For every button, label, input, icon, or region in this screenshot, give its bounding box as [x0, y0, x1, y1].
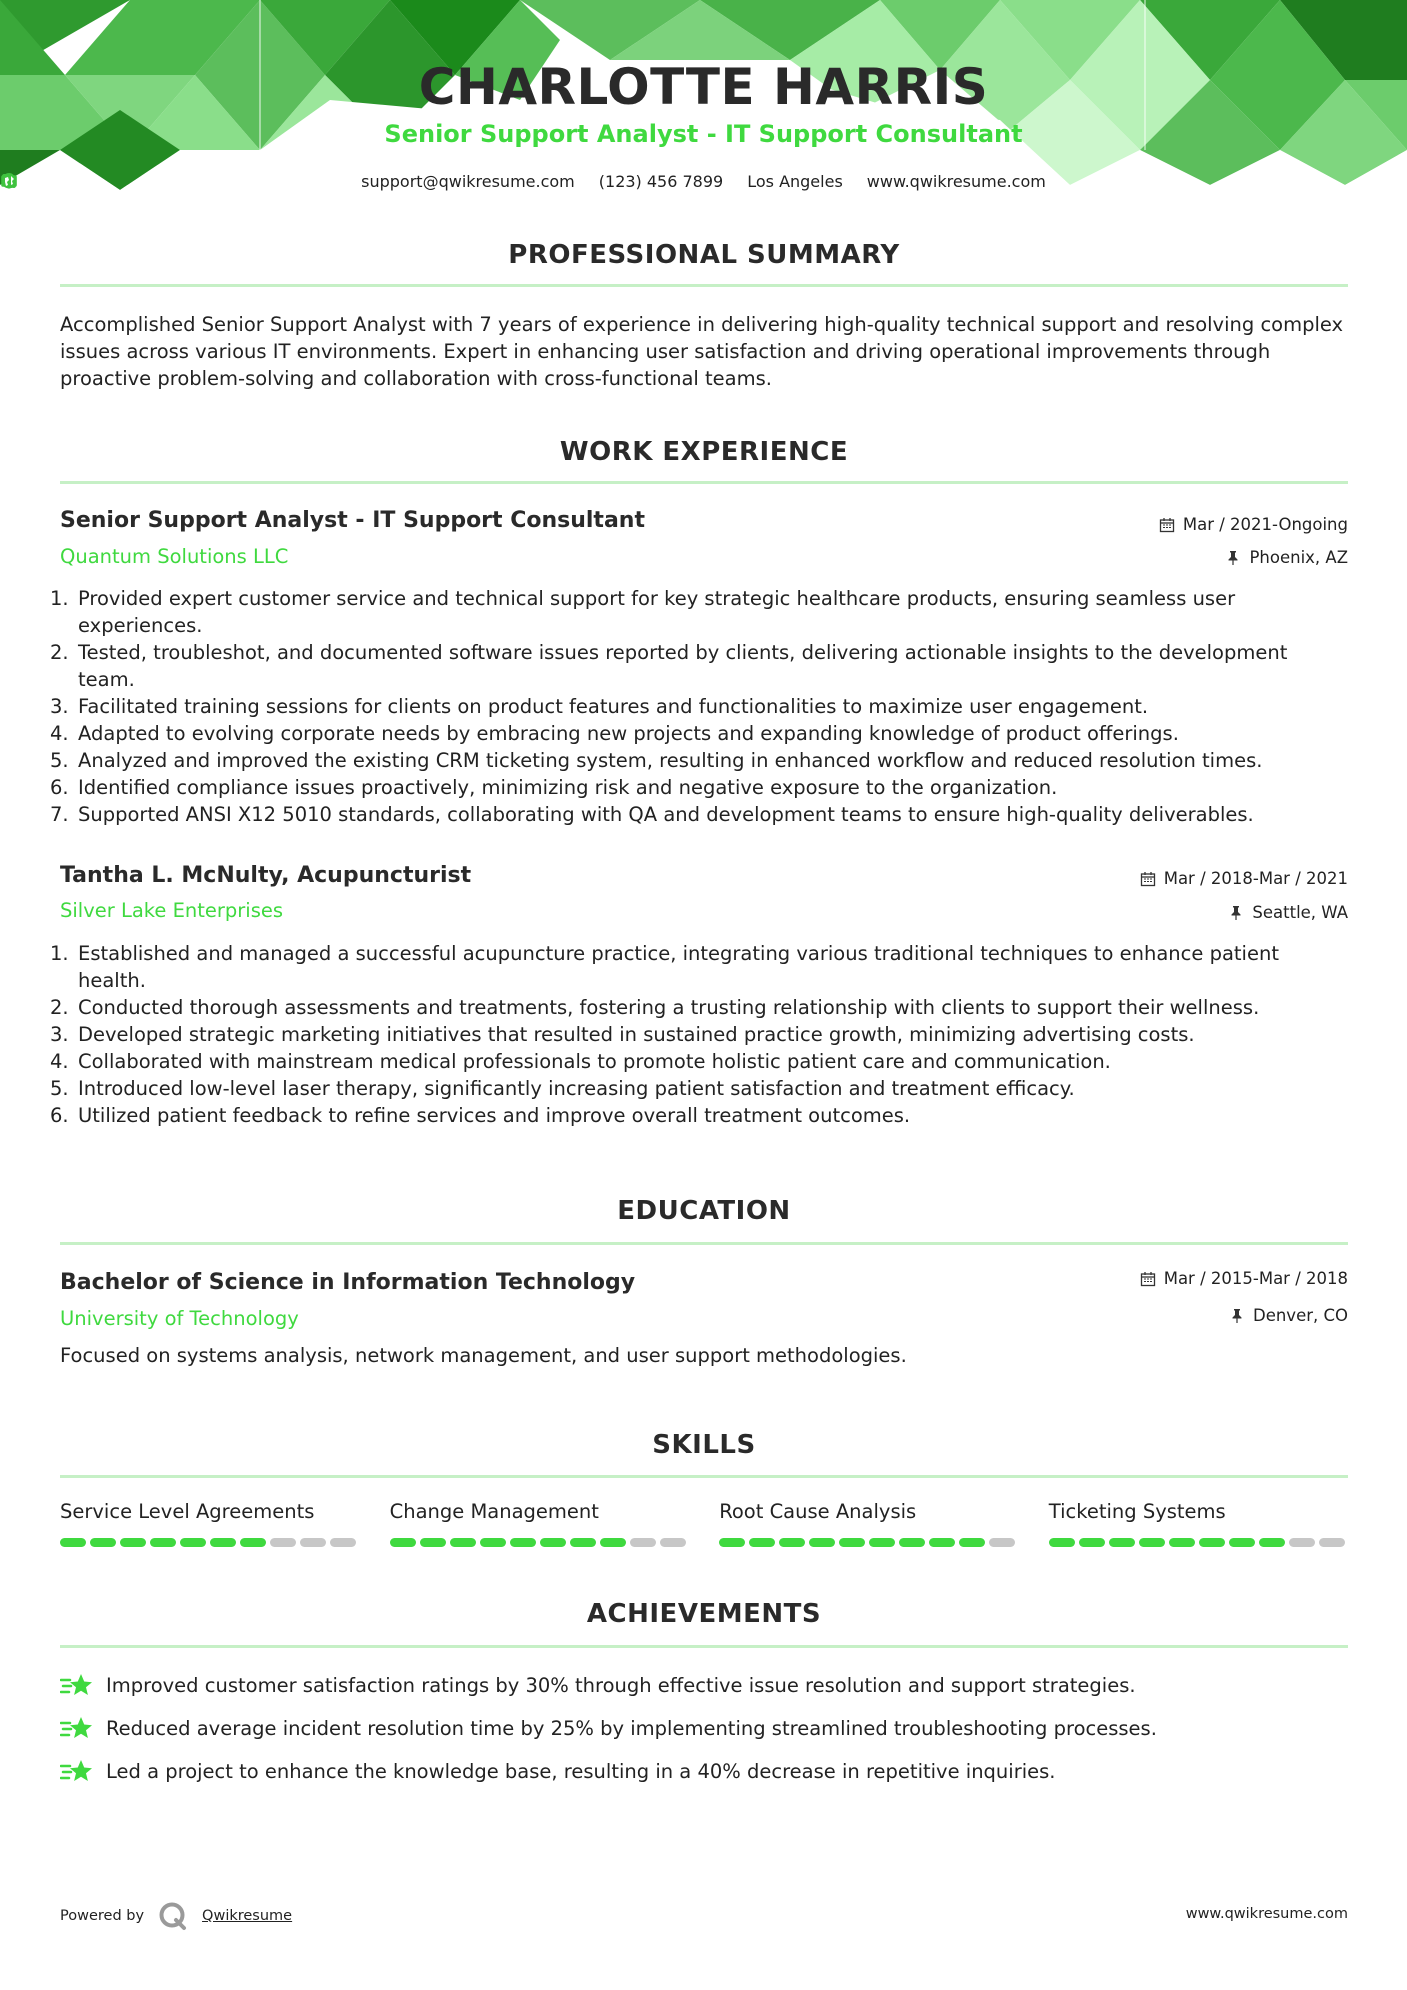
skill-segment-filled [959, 1538, 985, 1547]
shooting-star-icon [60, 1757, 94, 1785]
contact-email[interactable] [361, 172, 575, 191]
skill-segment-filled [869, 1538, 895, 1547]
job-responsibilities [50, 585, 1350, 828]
job-dates [1159, 515, 1348, 534]
skill-segment-filled [510, 1538, 536, 1547]
skill-segment-filled [600, 1538, 626, 1547]
skill-segment-empty [1289, 1538, 1315, 1547]
skill-segment-filled [1139, 1538, 1165, 1547]
shooting-star-icon [60, 1714, 94, 1742]
header-banner [0, 0, 1407, 200]
skill-name: Ticketing Systems [1048, 1500, 1226, 1523]
achievement-text: Reduced average incident resolution time by 25% by implementing streamlined troubleshooting processes. [106, 1716, 1157, 1740]
job-location [1228, 903, 1348, 922]
list-item: 5. Analyzed and improved the existing CRM ticketing system, resulting in enhanced workflow and reduced resolution times. [50, 749, 1263, 772]
skill-segment-empty [330, 1538, 356, 1547]
skill-segment-filled [1079, 1538, 1105, 1547]
list-item: 5. Introduced low-level laser therapy, significantly increasing patient satisfaction and treatment efficacy. [50, 1077, 1075, 1100]
pushpin-icon [1228, 905, 1244, 921]
qwikresume-logo-icon [158, 1901, 188, 1931]
section-divider [60, 1242, 1348, 1245]
skill-segment-filled [1259, 1538, 1285, 1547]
education-location [1229, 1306, 1348, 1325]
calendar-icon [1140, 871, 1156, 887]
job-responsibilities [50, 940, 1350, 1129]
skill-level-bar [719, 1538, 1019, 1547]
calendar-icon [1159, 517, 1175, 533]
skill-segment-empty [270, 1538, 296, 1547]
skill-segment-filled [809, 1538, 835, 1547]
list-item: 2. Conducted thorough assessments and treatments, fostering a trusting relationship with clients to support their wellness. [50, 996, 1260, 1019]
location-text: Los Angeles [747, 172, 843, 191]
skill-level-bar [390, 1538, 690, 1547]
skills-heading: SKILLS [652, 1430, 756, 1460]
website-text: www.qwikresume.com [866, 172, 1046, 191]
list-item: 4. Collaborated with mainstream medical professionals to promote holistic patient care and communication. [50, 1050, 1111, 1073]
skill-item [719, 1500, 1019, 1547]
skill-segment-filled [1169, 1538, 1195, 1547]
globe-icon [0, 172, 18, 190]
section-divider [60, 481, 1348, 484]
phone-text: (123) 456 7899 [598, 172, 724, 191]
skill-item [1049, 1500, 1349, 1547]
skill-segment-filled [420, 1538, 446, 1547]
skill-segment-filled [150, 1538, 176, 1547]
skill-segment-filled [929, 1538, 955, 1547]
list-item: 6. Utilized patient feedback to refine services and improve overall treatment outcomes. [50, 1104, 911, 1127]
list-item: 3. Developed strategic marketing initiatives that resulted in sustained practice growth, minimizing advertising costs. [50, 1023, 1195, 1046]
shooting-star-icon [60, 1671, 94, 1699]
skill-level-bar [1049, 1538, 1349, 1547]
calendar-icon [1140, 1271, 1156, 1287]
candidate-headline: Senior Support Analyst - IT Support Consultant [384, 120, 1023, 148]
achievement-item [60, 1671, 1350, 1699]
skill-segment-empty [300, 1538, 326, 1547]
list-item: 7. Supported ANSI X12 5010 standards, collaborating with QA and development teams to ensure high-quality deliverables. [50, 803, 1254, 826]
education-description: Focused on systems analysis, network management, and user support methodologies. [60, 1344, 907, 1367]
degree-title: Bachelor of Science in Information Technology [60, 1270, 636, 1295]
list-item: 4. Adapted to evolving corporate needs by embracing new projects and expanding knowledge of product offerings. [50, 722, 1179, 745]
section-divider [60, 1475, 1348, 1478]
skill-segment-filled [180, 1538, 206, 1547]
skill-segment-filled [1109, 1538, 1135, 1547]
skill-segment-filled [570, 1538, 596, 1547]
skill-segment-filled [540, 1538, 566, 1547]
candidate-name: CHARLOTTE HARRIS [418, 58, 989, 116]
experience-heading: WORK EXPERIENCE [559, 437, 849, 467]
list-item: 1. Provided expert customer service and technical support for key strategic healthcare products, ensuring seamless user experiences. [50, 587, 1236, 637]
job-dates [1140, 869, 1348, 888]
skill-segment-filled [1229, 1538, 1255, 1547]
brand-link[interactable]: Qwikresume [202, 1908, 293, 1924]
job-dates-text: Mar / 2021-Ongoing [1182, 515, 1348, 534]
job-title: Senior Support Analyst - IT Support Consultant [60, 508, 645, 533]
list-item: 1. Established and managed a successful acupuncture practice, integrating various traditional techniques to enhance patient health. [50, 942, 1279, 992]
list-item: 6. Identified compliance issues proactively, minimizing risk and negative exposure to the organization. [50, 776, 1058, 799]
skill-item [390, 1500, 690, 1547]
achievement-text: Improved customer satisfaction ratings by 30% through effective issue resolution and support strategies. [106, 1673, 1136, 1697]
job-title: Tantha L. McNulty, Acupuncturist [60, 863, 472, 888]
footer-website[interactable]: www.qwikresume.com [1185, 1906, 1348, 1922]
skill-segment-filled [719, 1538, 745, 1547]
list-item: 3. Facilitated training sessions for clients on product features and functionalities to maximize user engagement. [50, 695, 1149, 718]
section-divider [60, 1645, 1348, 1648]
skills-list [60, 1500, 1350, 1547]
skill-segment-filled [390, 1538, 416, 1547]
skill-name: Service Level Agreements [60, 1500, 315, 1523]
list-item: 2. Tested, troubleshot, and documented software issues reported by clients, delivering actionable insights to the development team. [50, 641, 1288, 691]
education-heading: EDUCATION [617, 1196, 791, 1226]
education-dates [1140, 1269, 1348, 1288]
education-dates-text: Mar / 2015-Mar / 2018 [1163, 1269, 1348, 1288]
contact-phone[interactable] [599, 172, 723, 191]
pushpin-icon [1229, 1308, 1245, 1324]
skill-level-bar [60, 1538, 360, 1547]
contact-bar [0, 172, 1407, 191]
pushpin-icon [1225, 550, 1241, 566]
contact-website[interactable] [867, 172, 1046, 191]
skill-name: Change Management [389, 1500, 599, 1523]
skill-item [60, 1500, 360, 1547]
skill-segment-filled [899, 1538, 925, 1547]
skill-segment-empty [989, 1538, 1015, 1547]
footer-powered-by [60, 1901, 292, 1931]
achievement-item [60, 1714, 1350, 1742]
powered-by-label: Powered by [60, 1908, 145, 1924]
section-divider [60, 284, 1348, 287]
skill-segment-filled [210, 1538, 236, 1547]
job-location [1225, 548, 1348, 567]
job-location-text: Seattle, WA [1252, 903, 1348, 922]
skill-segment-empty [630, 1538, 656, 1547]
achievements-heading: ACHIEVEMENTS [586, 1599, 822, 1629]
contact-location [747, 172, 843, 191]
job-location-text: Phoenix, AZ [1249, 548, 1348, 567]
school-name: University of Technology [60, 1307, 299, 1330]
skill-segment-filled [1049, 1538, 1075, 1547]
skill-segment-filled [839, 1538, 865, 1547]
job-dates-text: Mar / 2018-Mar / 2021 [1163, 869, 1348, 888]
skill-segment-filled [120, 1538, 146, 1547]
education-location-text: Denver, CO [1252, 1306, 1348, 1325]
skill-segment-filled [779, 1538, 805, 1547]
achievement-text: Led a project to enhance the knowledge base, resulting in a 40% decrease in repetitive inquiries. [106, 1759, 1056, 1783]
skill-segment-filled [1199, 1538, 1225, 1547]
skill-segment-filled [749, 1538, 775, 1547]
summary-heading: PROFESSIONAL SUMMARY [508, 240, 900, 270]
skill-segment-empty [660, 1538, 686, 1547]
skill-name: Root Cause Analysis [719, 1500, 917, 1523]
skill-segment-filled [60, 1538, 86, 1547]
summary-text: Accomplished Senior Support Analyst with 7 years of experience in delivering high-quality technical support and resolving complex issues across various IT environments. Expert in enhancing user satisfaction and driving operational improvements through proactive problem-solving and collaboration with cross-functional teams. [60, 313, 1344, 390]
skill-segment-filled [90, 1538, 116, 1547]
skill-segment-filled [240, 1538, 266, 1547]
skill-segment-filled [450, 1538, 476, 1547]
company-name: Quantum Solutions LLC [60, 545, 289, 568]
email-text: support@qwikresume.com [361, 172, 575, 191]
skill-segment-empty [1319, 1538, 1345, 1547]
skill-segment-filled [480, 1538, 506, 1547]
company-name: Silver Lake Enterprises [60, 899, 284, 922]
achievement-item [60, 1757, 1350, 1785]
